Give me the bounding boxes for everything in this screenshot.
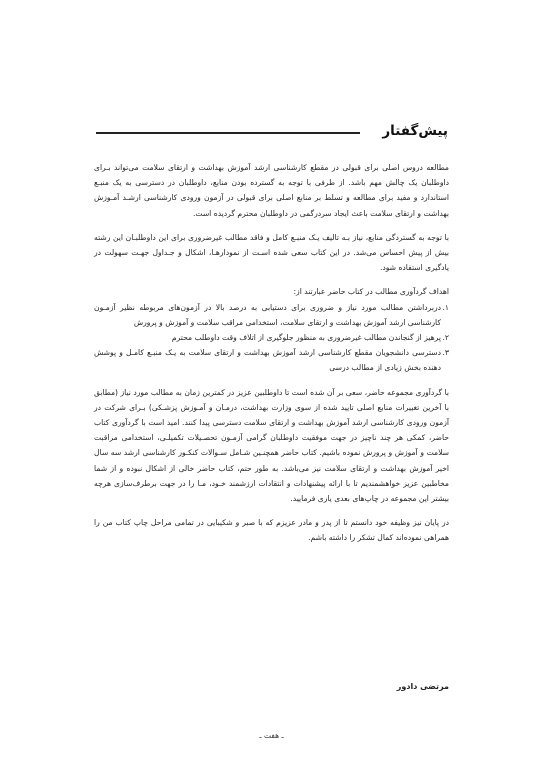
list-item-number: ۲.	[442, 333, 449, 343]
list-item	[94, 330, 449, 345]
preface-body	[94, 160, 449, 546]
paragraph-5: در پایان نیز وظیفه خود دانستم تا از پدر و مادر عزیزم که با صبر و شکیبایی در تمامی مراحل چاپ کتاب من را همراهی نموده‌اند کمال تشکر را داشته باشم.	[94, 518, 449, 543]
list-item-text: پرهیز از گنجاندن مطالب غیرضروری به منظور جلوگیری از اتلاف وقت داوطلب محترم	[171, 333, 441, 343]
list-item-text: دربرداشتن مطالب مورد نیاز و ضروری برای دستیابی به درصد بالا در آزمون‌های مربوطه نظیر آزمـون کارشناسی ارشد آموزش بهداشت و ارتقای سلامت، استخدامی مراقب سلامت و آموزش و پرورش	[94, 302, 441, 327]
list-item	[94, 300, 449, 330]
section-heading	[96, 121, 448, 143]
list-item	[94, 345, 449, 375]
list-item-number: ۱.	[442, 302, 449, 312]
heading-title: پیش‌گفتار	[382, 123, 448, 139]
heading-rule	[96, 132, 360, 134]
page-number: ـ هفت ـ	[259, 731, 284, 740]
paragraph-2: با توجه به گستردگی منابع، نیاز بـه تالیف یـک منبـع کامل و فاقد مطالب غیرضروری برای این داوطلبـان این رشته بیش از پیش احساس می‌شد. در این کتاب سعی شده اسـت از نمودارهـا، اشکال و جـداول جهـت سهولت در یادگیری استفاده شود.	[94, 232, 449, 273]
list-item-text: دسترسی دانشجویان مقطع کارشناسی ارشد آموزش بهداشت و ارتقای سلامت به یـک منبـع کامـل و پوشش دهنده بخش زیادی از مطالب درسی	[94, 348, 441, 373]
goals-list	[94, 300, 449, 376]
list-item-number: ۳.	[442, 348, 449, 358]
paragraph-4: با گردآوری مجموعه حاضر، سعی بر آن شده است تا داوطلبین عزیز در کمترین زمان به مطالب مورد نیاز (مطابق با آخرین تغییرات منابع اصلی تایید شده از سوی وزارت بهداشت، درمـان و آمـوزش پزشـکی) بـرای شرکت در آزمون ورودی کارشناسی ارشد آموزش بهداشت و ارتقای سلامت دسترسی پیدا کنند. امید است با گردآوری کتاب حاضر، کمکی هر چند ناچیز در جهت موفقیت داوطلبان گرامی آزمـون تحصـیلات تکمیلـی، استخدامی مراقبت سلامت و آموزش و پرورش نموده باشیم. کتاب حاضر همچنـین شـامل سـوالات کنکـور کارشناسی ارشد سه سال اخیر آموزش بهداشت و ارتقای سلامت نیز می‌باشد. به طور حتم، کتاب حاضر خالی از اشکال نبوده و از شما مخاطبین عزیز خواهشمندیم تا با ارائه پیشنهادات و انتقادات ارزشمند خـود، مـا را در جهت برطرف‌سازی هرچه بیشتر این مجموعه در چاپ‌های بعدی یاری فرمایید.	[94, 387, 449, 504]
author-signature: مرتضی دادور	[396, 682, 449, 691]
goals-lead: اهداف گردآوری مطالب در کتاب حاضر عبارتند از:	[293, 287, 449, 297]
goals-section	[94, 284, 449, 375]
paragraph-1: مطالعه دروس اصلی برای قبولی در مقطع کارشناسی ارشد آموزش بهداشت و ارتقای سلامت می‌تواند بـرای داوطلبان یک چالش مهم باشد. از طرفی با توجه به گسترده بودن منابع، داوطلبان در دسترسی به یک منبـع استاندارد و مفید برای مطالعه و تسلط بر منابع اصلی برای قبولی در آزمون ورودی کارشناسی ارشـد آمـوزش بهداشت و ارتقای سلامت باعث ایجاد سردرگمی در داوطلبان محترم گردیده است.	[94, 163, 449, 218]
